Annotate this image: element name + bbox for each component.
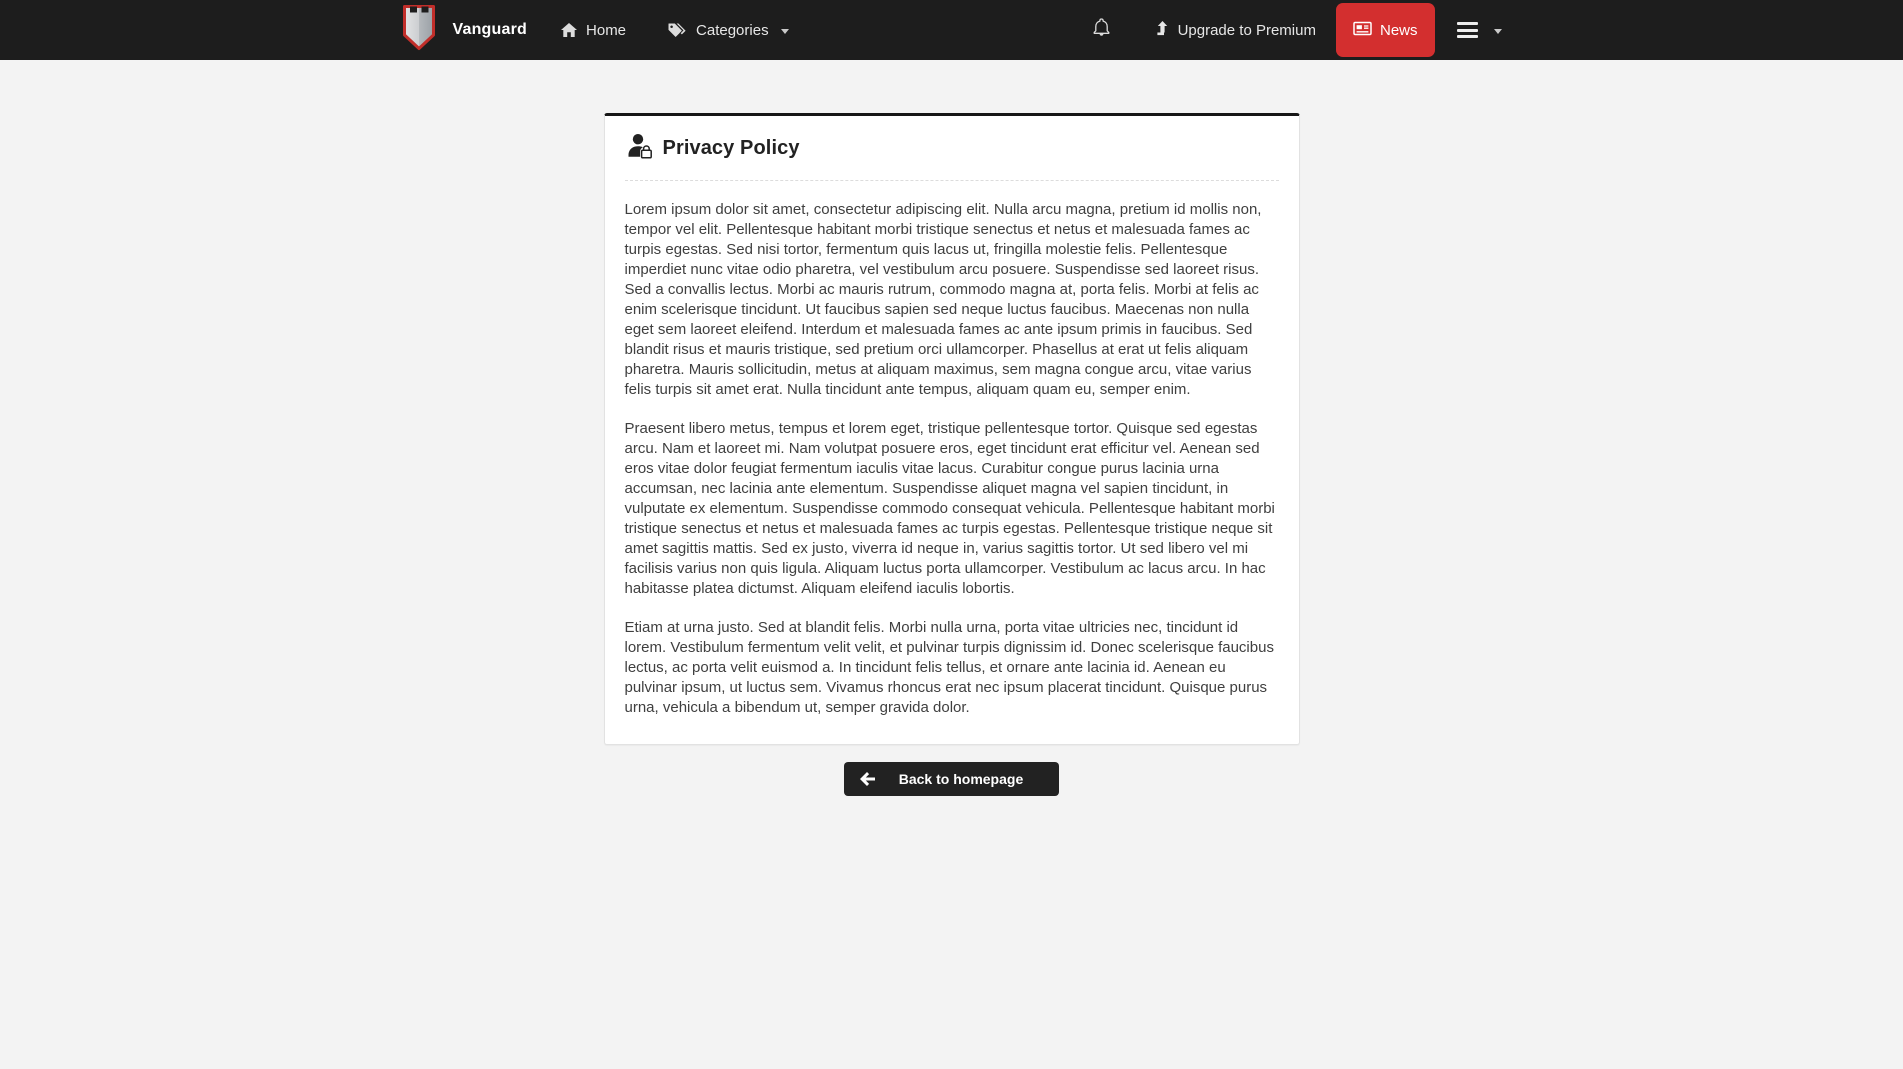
nav-item-categories[interactable]: [668, 22, 789, 39]
arrow-left-icon: [860, 772, 875, 786]
upgrade-premium-label: Upgrade to Premium: [1177, 21, 1316, 39]
policy-paragraph-3: Etiam at urna justo. Sed at blandit felis. Morbi nulla urna, porta vitae ultricies nec, tincidunt id lorem. Vestibulum fermentum velit velit, et pulvinar turpis dignissim id. Donec scelerisque faucibus lectus, ac porta velit euismod a. In tincidunt felis tellus, et ornare ante lacinia id. Aenean eu pulvinar ipsum, ut luctus sem. Vivamus rhoncus erat nec ipsum placerat tincidunt. Quisque purus urna, vehicula a bibendum ut, semper gravida dolor.: [624, 619, 1274, 716]
brand-link[interactable]: [402, 4, 528, 56]
dashed-divider: [625, 180, 1279, 181]
card-header: [625, 133, 1279, 164]
brand-name: Vanguard: [452, 21, 528, 38]
user-lock-icon: [627, 133, 654, 164]
chevron-down-icon: [781, 29, 789, 34]
newspaper-icon: [1353, 21, 1372, 40]
level-up-icon: [1156, 21, 1169, 40]
navbar: [0, 0, 1903, 60]
nav-item-home[interactable]: [561, 22, 626, 39]
button-row: [0, 762, 1903, 796]
privacy-policy-card: [604, 113, 1300, 745]
tags-icon: [668, 23, 687, 38]
shield-logo-icon: [402, 4, 436, 56]
news-button-label: News: [1379, 21, 1418, 39]
back-to-homepage-button[interactable]: [844, 762, 1059, 796]
policy-paragraph-1: Lorem ipsum dolor sit amet, consectetur adipiscing elit. Nulla arcu magna, pretium id mollis non, tempor vel elit. Pellentesque habitant morbi tristique senectus et netus et malesuada fames ac turpis egestas. Sed nisi tortor, fermentum quis lacus ut, fringilla molestie felis. Pellentesque imperdiet nunc vitae odio pharetra, vel vestibulum arcu posuere. Suspendisse sed laoreet risus. Sed a convallis lectus. Morbi ac mauris rutrum, commodo magna at, porta felis. Morbi at felis ac enim scelerisque tincidunt. Ut faucibus sapien sed neque luctus faucibus. Maecenas non nulla eget sem laoreet eleifend. Interdum et malesuada fames ac ante ipsum primis in faucibus. Sed blandit risus et mauris tristique, sed pretium orci ullamcorper. Phasellus at erat ut felis aliquam pharetra. Mauris sollicitudin, metus at aliquam maximus, sem magna congue arcu, vitae varius felis turpis sit amet erat. Nulla tincidunt ante tempus, aliquam quam eu, semper enim.: [624, 201, 1262, 398]
notifications-button[interactable]: [1093, 18, 1110, 42]
hamburger-icon: [1457, 22, 1478, 38]
chevron-down-icon: [1494, 29, 1502, 34]
bell-icon: [1093, 18, 1110, 42]
back-button-label: Back to homepage: [898, 771, 1024, 787]
home-icon: [561, 23, 577, 37]
policy-paragraph-2: Praesent libero metus, tempus et lorem eget, tristique pellentesque tortor. Quisque sed egestas arcu. Nam et laoreet mi. Nam volutpat posuere eros, eget tincidunt erat efficitur vel. Aenean sed eros vitae dolor feugiat fermentum iaculis vitae lacus. Curabitur congue purus lacinia urna accumsan, nec lacinia ante elementum. Suspendisse aliquet magna vel sapien tincidunt, in vulputate ex elementum. Suspendisse commodo consequat vehicula. Pellentesque habitant morbi tristique senectus et netus et malesuada fames ac turpis egestas. Pellentesque tristique neque sit amet sagittis mattis. Sed ex justo, viverra id neque in, varius sagittis tortor. Ut sed libero vel mi facilisis varius non quis ligula. Aliquam luctus porta ullamcorper. Vestibulum ac lacus arcu. In hac habitasse platea dictumst. Aliquam eleifend iaculis lobortis.: [624, 420, 1275, 597]
news-button[interactable]: [1336, 3, 1435, 57]
upgrade-premium-link[interactable]: [1156, 21, 1316, 40]
nav-item-categories-label: Categories: [696, 21, 769, 39]
menu-button[interactable]: [1457, 22, 1502, 38]
page-title: Privacy Policy: [662, 137, 800, 159]
main-content: [0, 60, 1903, 796]
nav-item-home-label: Home: [586, 21, 627, 39]
